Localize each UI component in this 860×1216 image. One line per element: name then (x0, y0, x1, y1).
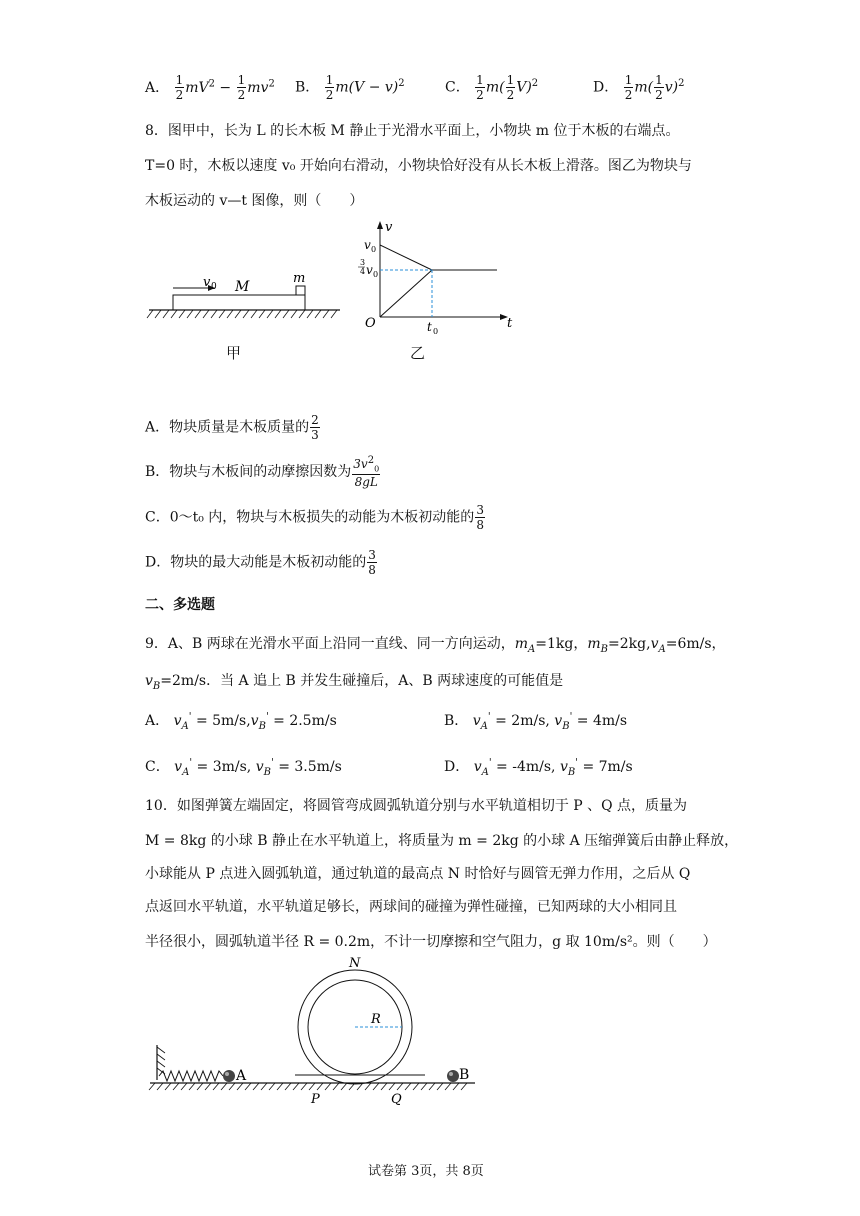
svg-text:B: B (459, 1067, 470, 1083)
q8-line3: 木板运动的 v—t 图像，则（ ） (145, 193, 364, 209)
ball-b (447, 1070, 459, 1082)
q8-fig-yi-label: 乙 (410, 344, 426, 362)
q7-option-b: B． $\frac{1}{2}$ $m(V - v)^2$ (295, 73, 405, 102)
svg-text:0: 0 (211, 282, 217, 292)
q9-option-c: C． $v_A' = 3m/s$, $v_B' = 3.5m/s$ (145, 757, 342, 778)
q10-line2: M = 8kg 的小球 B 静止在水平轨道上，将质量为 m = 2kg 的小球 A 压缩弹簧后由静止释放， (145, 833, 739, 849)
svg-text:v: v (364, 238, 371, 252)
q9-line2: $v_B=2m/s$．当 A 追上 B 并发生碰撞后，A、B 两球速度的可能值是 (145, 673, 564, 692)
q7-option-d: D． $\frac{1}{2}$ m( $\frac{1}{2}$ v)$^2$ (593, 73, 685, 102)
q8-option-a: A．物块质量是木板质量的 $\frac{2}{3}$ (145, 413, 319, 442)
q8-option-d: D．物块的最大动能是木板初动能的 $\frac{3}{8}$ (145, 548, 376, 577)
q9-option-a: A． $v_A' = 5m/s,v_B' = 2.5m/s$ (145, 711, 337, 732)
q8-figure-jia (145, 260, 345, 330)
svg-text:t: t (507, 316, 513, 331)
svg-text:A: A (236, 1068, 247, 1084)
svg-text:0: 0 (433, 327, 439, 336)
q8-figure-yi (355, 215, 525, 340)
board-rect (173, 295, 305, 310)
q8-line1: 8．图甲中，长为 L 的长木板 M 静止于光滑水平面上，小物块 m 位于木板的右端点。 (145, 123, 680, 139)
q10-line3: 小球能从 P 点进入圆弧轨道，通过轨道的最高点 N 时恰好与圆管无弹力作用，之后从 Q (145, 866, 691, 882)
q10-figure (145, 955, 485, 1115)
q9-option-d: D． $v_A' = -4m/s$, $v_B' = 7m/s$ (444, 757, 633, 778)
q10-line4: 点返回水平轨道，水平轨道足够长，两球间的碰撞为弹性碰撞，已知两球的大小相同且 (145, 899, 677, 915)
spring (159, 1071, 223, 1081)
svg-text:N: N (349, 956, 361, 971)
q8-line2: T=0 时，木板以速度 v₀ 开始向右滑动，小物块恰好没有从长木板上滑落。图乙为物块与 (145, 158, 692, 174)
svg-text:3: 3 (360, 258, 366, 267)
q9-option-b: B． $v_A' = 2m/s$, $v_B' = 4m/s$ (444, 711, 628, 732)
q8-fig-jia-label: 甲 (226, 344, 242, 362)
svg-text:t: t (427, 320, 432, 334)
svg-text:v: v (366, 263, 373, 277)
svg-text:Q: Q (391, 1092, 402, 1107)
svg-text:4: 4 (360, 267, 366, 276)
svg-text:P: P (311, 1092, 320, 1107)
svg-text:R: R (371, 1012, 381, 1027)
q7-option-a: A． $\frac{1}{2}$ $mV^2$ − $\frac{1}{2}$ $mv^2$ (145, 73, 275, 102)
svg-text:O: O (365, 316, 376, 331)
svg-text:0: 0 (373, 270, 379, 279)
block-rect (296, 286, 305, 295)
svg-text:0: 0 (371, 245, 377, 254)
q10-line5: 半径很小，圆弧轨道半径 R = 0.2m，不计一切摩擦和空气阻力，g 取 10m/s²。则（ ） (145, 934, 717, 950)
page-footer: 试卷第 3页，共 8页 (368, 1164, 484, 1179)
q9-line1: 9．A、B 两球在光滑水平面上沿同一直线、同一方向运动，$m_A=1kg$，$m_B=2kg,v_A=6m/s$， (145, 636, 726, 655)
svg-text:v: v (203, 275, 211, 290)
q8-option-c: C．0～t₀ 内，物块与木板损失的动能为木板初动能的 $\frac{3}{8}$ (145, 503, 484, 532)
q7-option-c: C． $\frac{1}{2}$ m( $\frac{1}{2}$ V)$^2$ (445, 73, 539, 102)
section-heading: 二、多选题 (145, 597, 215, 613)
q10-line1: 10．如图弹簧左端固定，将圆管弯成圆弧轨道分别与水平轨道相切于 P 、Q 点，质量为 (145, 798, 688, 814)
svg-text:M: M (235, 279, 250, 295)
svg-text:v: v (385, 220, 393, 235)
ball-a (223, 1070, 235, 1082)
q8-option-b: B．物块与木板间的动摩擦因数为 $\frac{3v^2_0}{8gL}$ (145, 455, 380, 490)
q7-options-row (145, 74, 275, 101)
svg-text:m: m (293, 271, 306, 286)
